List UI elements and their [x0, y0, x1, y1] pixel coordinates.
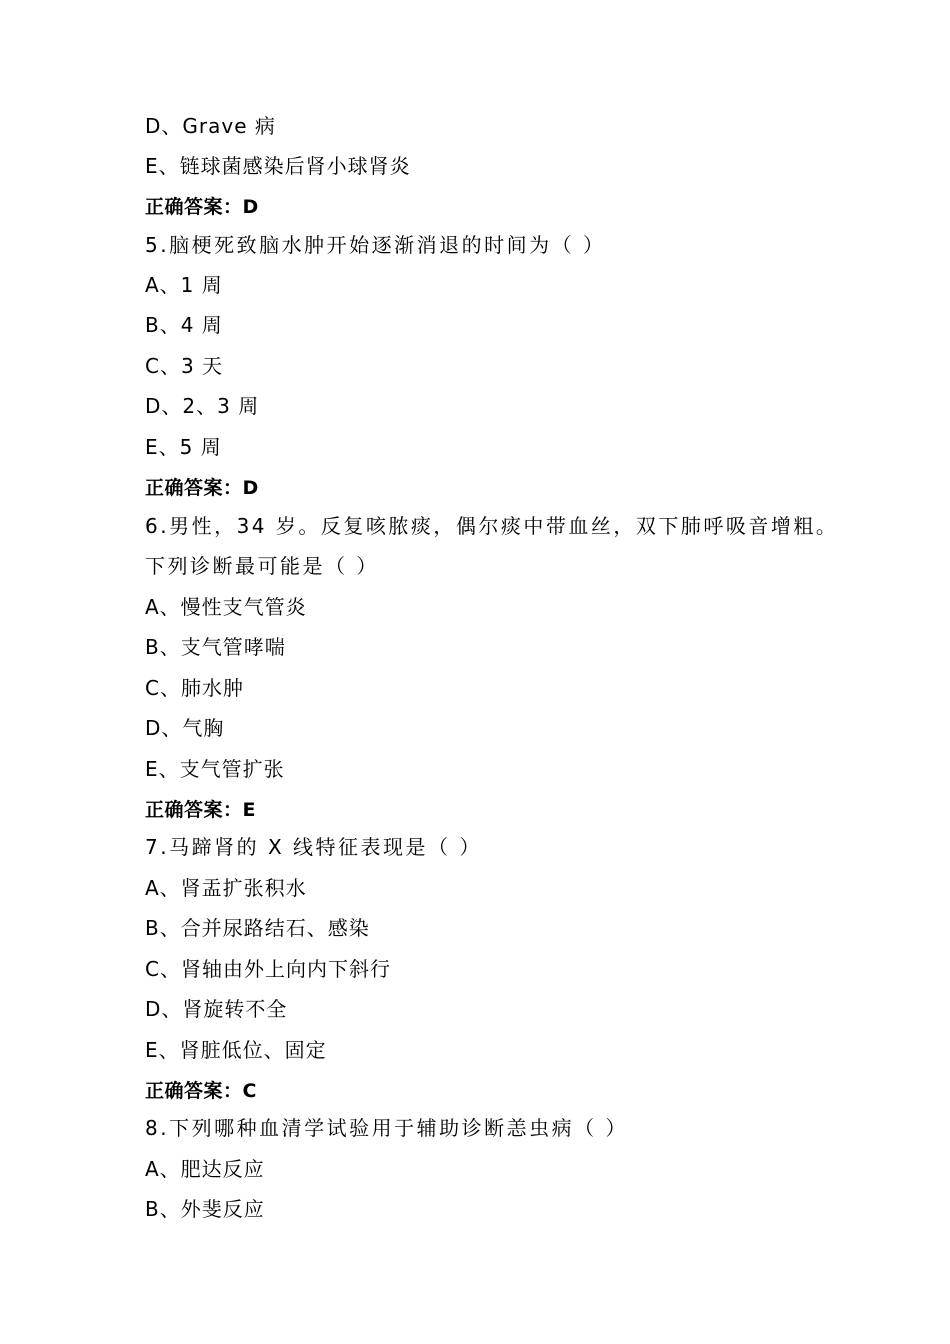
question-line: 下列诊断最可能是（ ）: [145, 554, 379, 578]
option-line: A、肥达反应: [145, 1157, 265, 1181]
option-line: C、肺水肿: [145, 676, 244, 700]
question-line: 7.马蹄肾的 X 线特征表现是（ ）: [145, 835, 482, 859]
option-line: B、外斐反应: [145, 1197, 265, 1221]
option-line: B、支气管哮喘: [145, 635, 286, 659]
option-line: D、肾旋转不全: [145, 997, 288, 1021]
option-line: B、4 周: [145, 313, 223, 337]
option-line: C、3 天: [145, 354, 224, 378]
option-line: A、1 周: [145, 273, 223, 297]
question-line: 5.脑梗死致脑水肿开始逐渐消退的时间为（ ）: [145, 233, 606, 257]
answer-line: 正确答案：E: [145, 799, 256, 821]
answer-line: 正确答案：C: [145, 1080, 257, 1102]
answer-line: 正确答案：D: [145, 477, 259, 499]
question-line: 8.下列哪种血清学试验用于辅助诊断恙虫病（ ）: [145, 1116, 628, 1140]
option-line: B、合并尿路结石、感染: [145, 916, 370, 940]
option-line: E、5 周: [145, 435, 222, 459]
question-line: 6.男性，34 岁。反复咳脓痰，偶尔痰中带血丝，双下肺呼吸音增粗。: [145, 514, 839, 538]
option-line: E、肾脏低位、固定: [145, 1038, 327, 1062]
answer-line: 正确答案：D: [145, 196, 259, 218]
option-line: A、慢性支气管炎: [145, 595, 307, 619]
option-line: E、支气管扩张: [145, 757, 285, 781]
option-line: E、链球菌感染后肾小球肾炎: [145, 154, 411, 178]
option-line: D、气胸: [145, 716, 225, 740]
option-line: C、肾轴由外上向内下斜行: [145, 957, 391, 981]
option-line: D、2、3 周: [145, 394, 260, 418]
option-line: A、肾盂扩张积水: [145, 876, 307, 900]
option-line: D、Grave 病: [145, 114, 276, 138]
